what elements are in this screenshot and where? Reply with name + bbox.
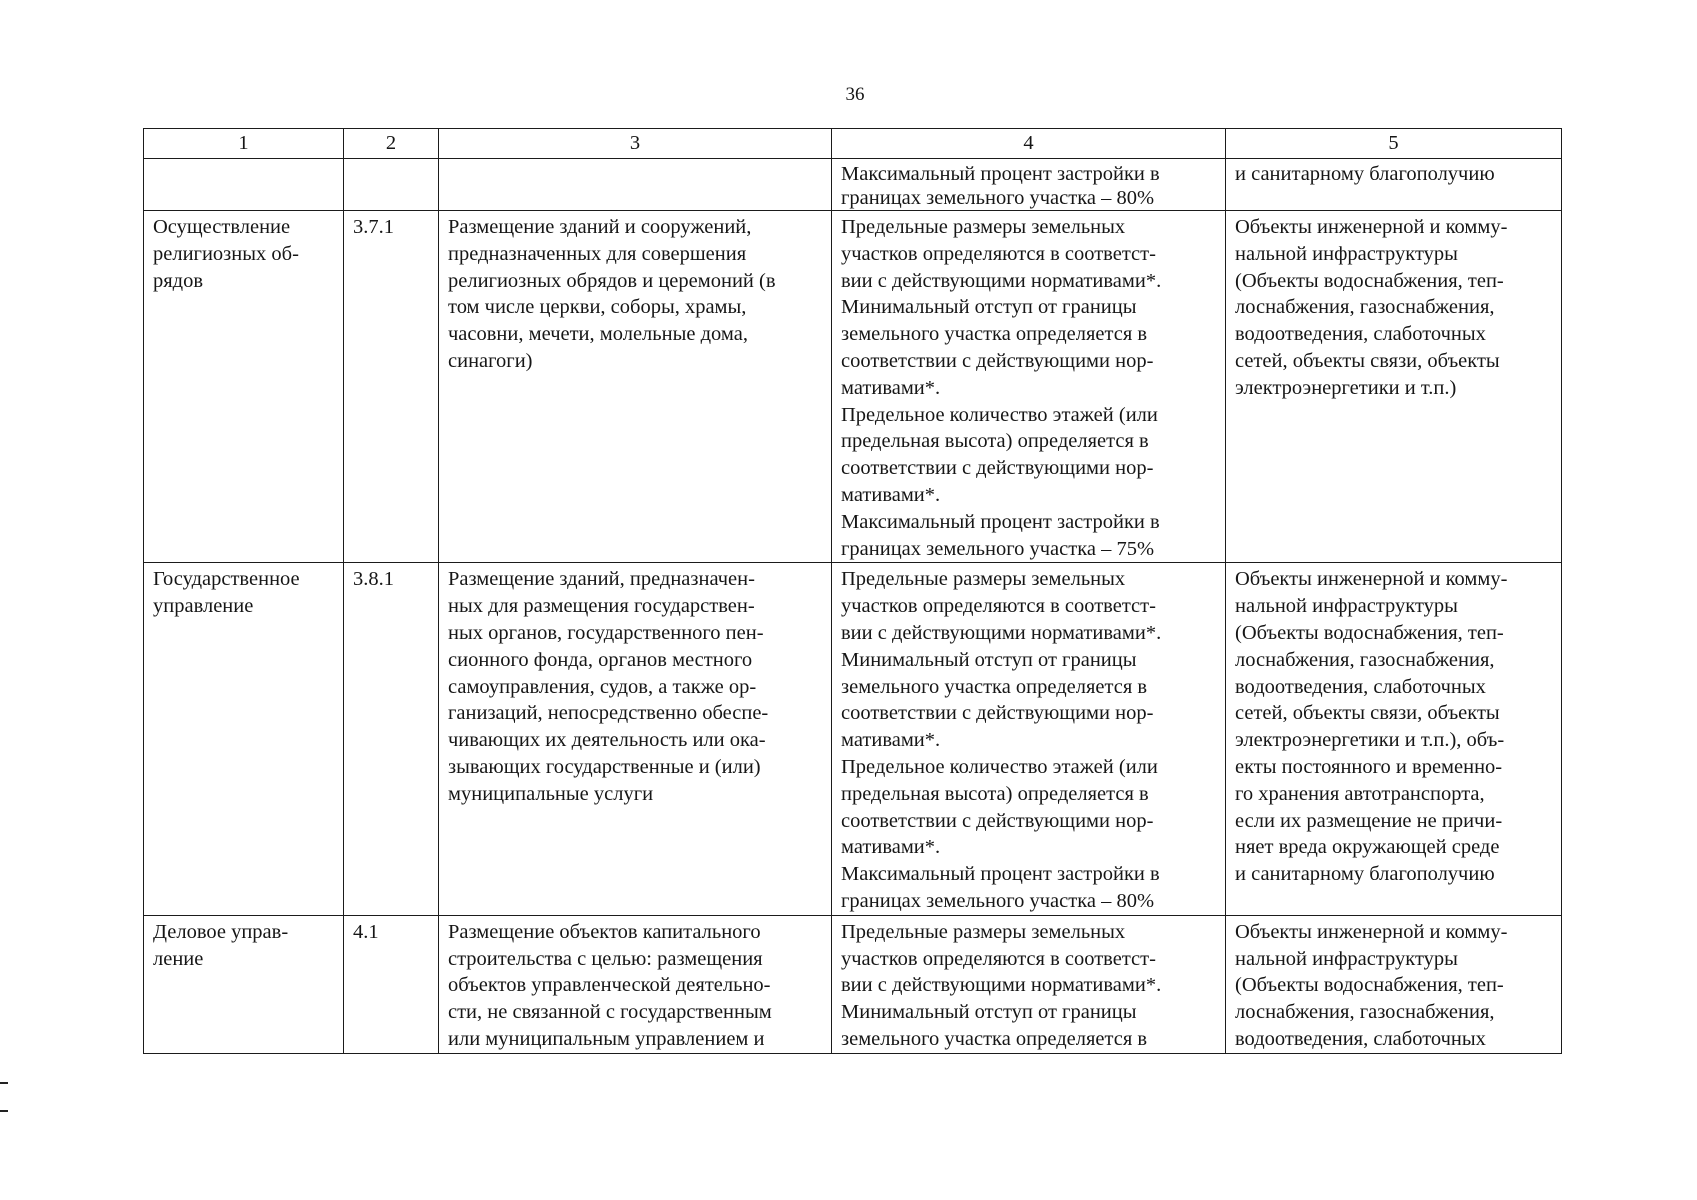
text-line: чивающих их деятельность или ока- [448,729,766,752]
header-col-1: 1 [144,129,344,159]
text-line: водоотведения, слаботочных [1235,1027,1486,1050]
text-line: границах земельного участка – 75% [841,537,1155,560]
text-line: Предельные размеры земельных [841,216,1126,238]
text-line: мативами*. [841,483,941,506]
text-line: вии с действующими нормативами*. [841,621,1162,644]
text-line: лоснабжения, газоснабжения, [1235,648,1495,671]
text-line: Предельное количество этажей (или [841,403,1158,426]
header-col-3: 3 [439,129,832,159]
text-line: Осуществление [153,216,291,238]
binding-mark [0,1082,8,1084]
text-line: соответствии с действующими нор- [841,809,1154,832]
text-line: электроэнергетики и т.п.) [1235,376,1457,399]
text-line: (Объекты водоснабжения, теп- [1235,621,1504,644]
text-line: Минимальный отступ от границы [841,1001,1137,1024]
text-line: и санитарному благополучию [1235,163,1495,185]
table-row [144,211,1562,563]
text-line: предельная высота) определяется в [841,782,1149,805]
use-code-cell: 3.8.1 [344,563,439,915]
text-line: мативами*. [841,836,941,859]
use-parameters-cell [832,563,1226,915]
text-line: участков определяются в соответст- [841,947,1156,970]
continuation-description-cell [439,159,832,211]
text-line: Размещение зданий и сооружений, [448,216,752,238]
text-line: строительства с целью: размещения [448,947,763,970]
text-line: религиозных обрядов и церемоний (в [448,269,776,292]
text-line: земельного участка определяется в [841,1027,1148,1050]
text-line: Максимальный процент застройки в [841,510,1160,533]
text-line: Минимальный отступ от границы [841,648,1137,671]
text-line: сионного фонда, органов местного [448,648,753,671]
use-name-cell [144,211,344,563]
text-line: вии с действующими нормативами*. [841,974,1162,997]
land-use-table [143,128,1562,1054]
auxiliary-uses-cell [1226,915,1562,1053]
use-description-cell [439,563,832,915]
text-line: Государственное [153,568,300,591]
text-line: водоотведения, слаботочных [1235,675,1486,698]
header-col-5: 5 [1226,129,1562,159]
text-line: водоотведения, слаботочных [1235,323,1486,346]
table-header-row [144,129,1562,159]
page-number: 36 [845,84,865,105]
text-line: границах земельного участка – 80% [841,889,1155,912]
text-line: рядов [153,269,204,292]
text-line: предельная высота) определяется в [841,430,1149,453]
text-line: если их размещение не причи- [1235,809,1503,832]
text-line: нальной инфраструктуры [1235,242,1458,265]
text-line: Размещение зданий, предназначен- [448,568,755,591]
text-line: предназначенных для совершения [448,242,747,265]
table-row [144,915,1562,1053]
text-line: объектов управленческой деятельно- [448,974,771,997]
text-line: том числе церкви, соборы, храмы, [448,296,747,319]
text-line: лоснабжения, газоснабжения, [1235,1001,1495,1024]
text-line: сетей, объекты связи, объекты [1235,702,1500,725]
text-line: сти, не связанной с государственным [448,1001,772,1024]
text-line: вии с действующими нормативами*. [841,269,1162,292]
text-line: электроэнергетики и т.п.), объ- [1235,729,1505,752]
text-line: и санитарному благополучию [1235,863,1495,886]
text-line: Объекты инженерной и комму- [1235,568,1508,591]
continuation-parameters-cell [832,159,1226,211]
text-line: муниципальные услуги [448,782,654,805]
text-line: ганизаций, непосредственно обеспе- [448,702,769,725]
use-parameters-cell [832,915,1226,1053]
text-line: управление [153,595,254,618]
text-line: Максимальный процент застройки в [841,863,1160,886]
text-line: (Объекты водоснабжения, теп- [1235,269,1504,292]
binding-mark [0,1110,8,1112]
text-line: го хранения автотранспорта, [1235,782,1485,805]
text-line: соответствии с действующими нор- [841,457,1154,480]
use-description-cell [439,915,832,1053]
text-line: религиозных об- [153,242,299,265]
text-line: ление [153,947,204,970]
auxiliary-uses-cell [1226,211,1562,563]
use-parameters-cell [832,211,1226,563]
text-line: синагоги) [448,349,533,372]
continuation-row [144,159,1562,211]
text-line: соответствии с действующими нор- [841,702,1154,725]
text-line: нальной инфраструктуры [1235,595,1458,618]
text-line: Предельное количество этажей (или [841,755,1158,778]
table-row [144,563,1562,915]
text-line: земельного участка определяется в [841,323,1148,346]
text-line: зывающих государственные и (или) [448,755,761,778]
text-line: часовни, мечети, молельные дома, [448,323,748,346]
text-line: участков определяются в соответст- [841,242,1156,265]
continuation-code-cell [344,159,439,211]
text-line: няет вреда окружающей среде [1235,836,1500,859]
use-name-cell [144,915,344,1053]
text-line: ных органов, государственного пен- [448,621,764,644]
continuation-auxiliary-cell [1226,159,1562,211]
text-line: Предельные размеры земельных [841,568,1126,591]
text-line: Объекты инженерной и комму- [1235,216,1508,238]
text-line: сетей, объекты связи, объекты [1235,349,1500,372]
text-line: самоуправления, судов, а также ор- [448,675,757,698]
text-line: Размещение объектов капитального [448,920,761,943]
text-line: ных для размещения государствен- [448,595,755,618]
text-line: границах земельного участка – 80% [841,187,1155,209]
text-line: Минимальный отступ от границы [841,296,1137,319]
text-line: или муниципальным управлением и [448,1027,765,1050]
header-col-2: 2 [344,129,439,159]
use-code-cell: 4.1 [344,915,439,1053]
text-line: Объекты инженерной и комму- [1235,920,1508,943]
text-line: лоснабжения, газоснабжения, [1235,296,1495,319]
text-line: соответствии с действующими нор- [841,349,1154,372]
use-name-cell [144,563,344,915]
use-code-cell: 3.7.1 [344,211,439,563]
text-line: Максимальный процент застройки в [841,163,1160,185]
text-line: екты постоянного и временно- [1235,755,1503,778]
text-line: земельного участка определяется в [841,675,1148,698]
text-line: Деловое управ- [153,920,289,943]
text-line: участков определяются в соответст- [841,595,1156,618]
header-col-4: 4 [832,129,1226,159]
auxiliary-uses-cell [1226,563,1562,915]
text-line: (Объекты водоснабжения, теп- [1235,974,1504,997]
continuation-name-cell [144,159,344,211]
text-line: мативами*. [841,376,941,399]
text-line: нальной инфраструктуры [1235,947,1458,970]
text-line: Предельные размеры земельных [841,920,1126,943]
use-description-cell [439,211,832,563]
text-line: мативами*. [841,729,941,752]
